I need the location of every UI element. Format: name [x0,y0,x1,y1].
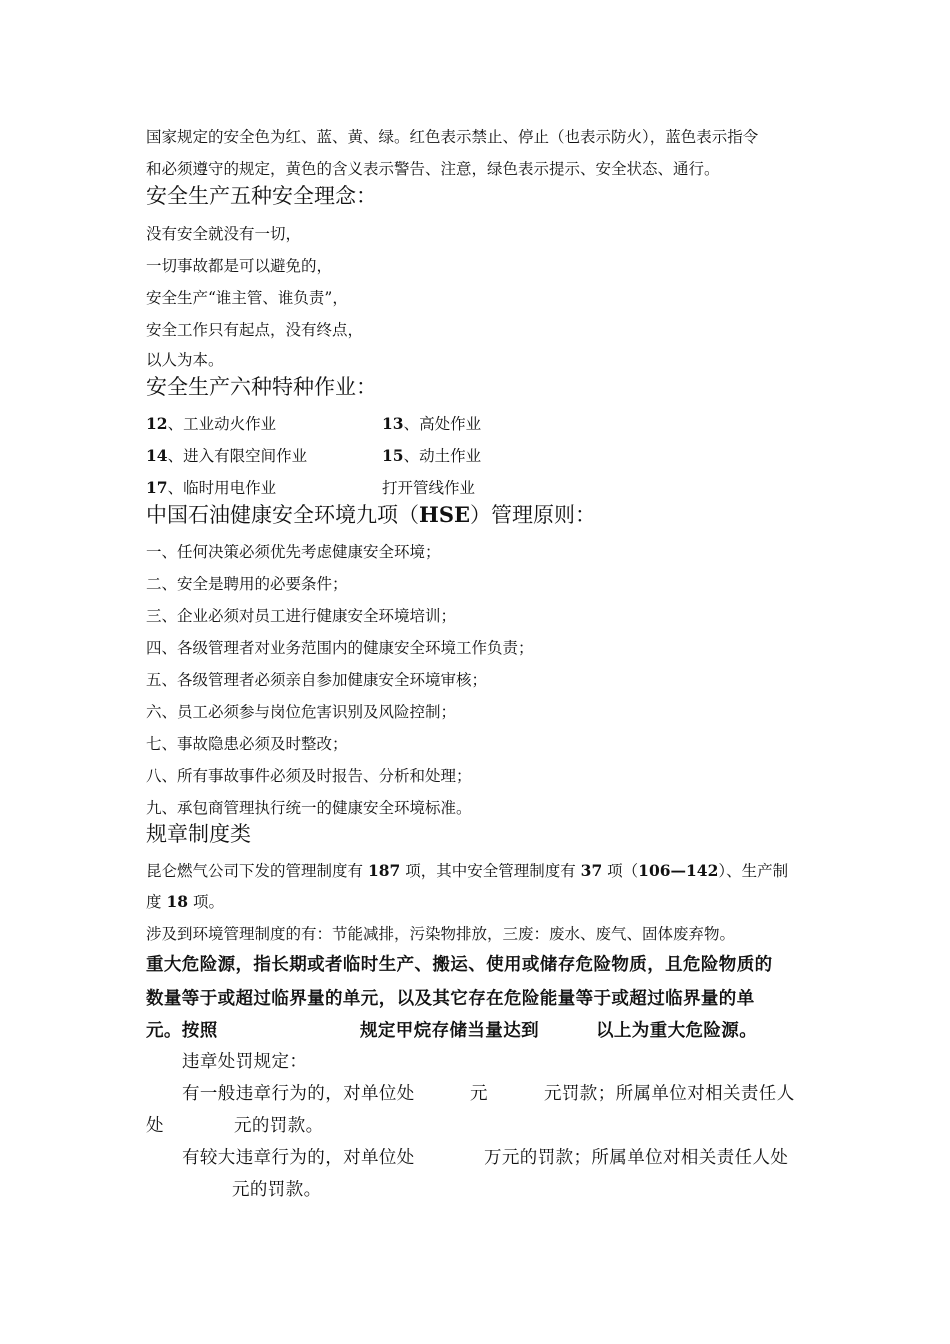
rules-paragraph-1-cont [146,890,224,912]
six-ops-heading: 安全生产六种特种作业： [146,375,377,399]
operation-item [146,444,307,466]
penalty-line-3a: 有较大违章行为的，对单位处 [182,1148,415,1168]
hse-principle: 一、任何决策必须优先考虑健康安全环境； [146,543,441,561]
penalty-line-2a: 处 [146,1116,164,1136]
hse-acronym: HSE [419,502,471,527]
operation-number: 12 [146,414,168,433]
operation-number: 14 [146,446,168,465]
hazard-line-3-mid: 规定甲烷存储当量达到 [360,1021,539,1041]
operation-number: 13 [382,414,404,433]
rules-text: 昆仑燃气公司下发的管理制度有 [146,862,368,880]
rules-number: 187 [367,861,401,880]
penalty-line-4: 元的罚款。 [232,1180,322,1200]
hse-principle: 九、承包商管理执行统一的健康安全环境标准。 [146,799,472,817]
hazard-line-2: 数量等于或超过临界量的单元，以及其它存在危险能量等于或超过临界量的单 [146,989,755,1009]
hse-heading-text: ）管理原则： [470,503,597,527]
hse-principle: 三、企业必须对员工进行健康安全环境培训； [146,607,457,625]
rules-text: 项（ [602,862,639,880]
concept-item: 一切事故都是可以避免的， [146,257,333,275]
rules-number: 18 [166,892,189,911]
rules-text: ）、生产制 [718,862,789,880]
operation-item [382,476,475,498]
penalty-line-1a: 有一般违章行为的，对单位处 [182,1084,415,1104]
operation-name: 、进入有限空间作业 [167,447,308,465]
hse-principle: 四、各级管理者对业务范围内的健康安全环境工作负责； [146,639,534,657]
hazard-line-3-start: 元。按照 [146,1021,218,1041]
operation-item [382,444,481,466]
hse-heading [146,499,596,529]
penalty-title: 违章处罚规定： [182,1052,308,1072]
concept-item: 安全工作只有起点，没有终点， [146,321,364,339]
concept-item: 安全生产“谁主管、谁负责”， [146,289,348,307]
rules-number: 106—142 [638,861,719,880]
rules-paragraph-1 [146,859,788,881]
concept-item: 没有安全就没有一切， [146,225,302,243]
operation-name: 、动土作业 [403,447,482,465]
hse-principle: 二、安全是聘用的必要条件； [146,575,348,593]
five-concepts-heading: 安全生产五种安全理念： [146,184,377,208]
hazard-line-3-end: 以上为重大危险源。 [596,1021,758,1041]
intro-line-1: 国家规定的安全色为红、蓝、黄、绿。红色表示禁止、停止（也表示防火），蓝色表示指令 [146,128,759,146]
operation-item [382,412,481,434]
concept-item: 以人为本。 [146,351,224,369]
penalty-line-1b: 元 [470,1084,488,1104]
penalty-line-2b: 元的罚款。 [234,1116,324,1136]
rules-number: 37 [580,861,603,880]
hse-heading-text: 中国石油健康安全环境九项（ [146,503,419,527]
hse-principle: 六、员工必须参与岗位危害识别及风险控制； [146,703,457,721]
penalty-line-1c: 元罚款；所属单位对相关责任人 [544,1084,795,1104]
operation-number: 15 [382,446,404,465]
hse-principle: 五、各级管理者必须亲自参加健康安全环境审核； [146,671,488,689]
operation-name: 打开管线作业 [382,479,476,497]
hazard-line-1: 重大危险源，指长期或者临时生产、搬运、使用或储存危险物质，且危险物质的 [146,955,773,975]
operation-name: 、高处作业 [403,415,482,433]
operation-name: 、临时用电作业 [167,479,277,497]
rules-text: 项。 [188,893,224,911]
intro-line-2: 和必须遵守的规定，黄色的含义表示警告、注意，绿色表示提示、安全状态、通行。 [146,160,720,178]
hse-principle: 七、事故隐患必须及时整改； [146,735,348,753]
hse-principle: 八、所有事故事件必须及时报告、分析和处理； [146,767,472,785]
operation-item [146,412,276,434]
rules-paragraph-2: 涉及到环境管理制度的有：节能减排，污染物排放，三废：废水、废气、固体废弃物。 [146,925,736,943]
operation-name: 、工业动火作业 [167,415,277,433]
rules-text: 项，其中安全管理制度有 [400,862,581,880]
rules-text: 度 [146,893,167,911]
rules-heading: 规章制度类 [146,822,251,846]
penalty-line-3b: 万元的罚款；所属单位对相关责任人处 [484,1148,789,1168]
operation-item [146,476,276,498]
operation-number: 17 [146,478,168,497]
